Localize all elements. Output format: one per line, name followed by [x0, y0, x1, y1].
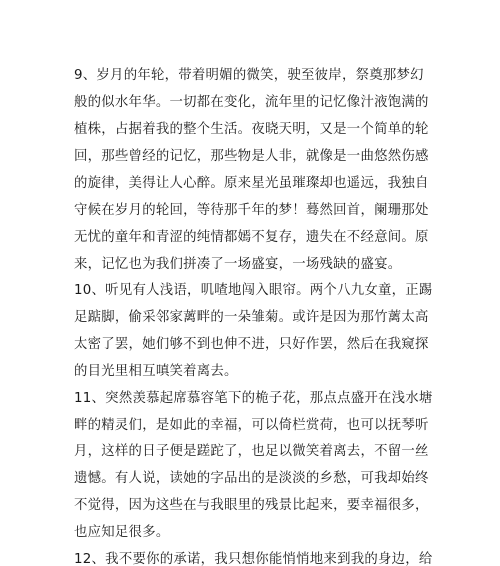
text-line-15: 月，这样的日子便是蹉跎了，也足以微笑着离去，不留一丝 [74, 444, 429, 459]
text-line-1: 9、岁月的年轮，带着明媚的微笑，驶至彼岸，祭奠那梦幻 [74, 68, 424, 83]
text-line-7: 无忧的童年和青涩的纯情都嫣不复存，遗失在不经意间。原 [74, 230, 429, 245]
text-line-8: 来，记忆也为我们拼凑了一场盛宴，一场残缺的盛宴。 [74, 257, 402, 272]
text-line-5: 的旋律，美得让人心醉。原来星光虽璀璨却也遥远，我独自 [74, 176, 429, 191]
text-line-10: 足踮脚，偷采邻家蓠畔的一朵雏菊。或许是因为那竹蓠太高 [74, 310, 429, 325]
text-line-12: 的目光里相互嗔笑着离去。 [74, 364, 238, 379]
text-line-14: 畔的精灵们，是如此的幸福，可以倚栏赏荷，也可以抚琴听 [74, 418, 429, 433]
text-line-9: 10、听见有人浅语，叽喳地闯入眼帘。两个八九女童，正踢 [74, 283, 433, 298]
text-line-16: 遗憾。有人说，读她的字品出的是淡淡的乡愁，可我却始终 [74, 471, 429, 486]
text-line-4: 回，那些曾经的记忆，那些物是人非，就像是一曲悠然伤感 [74, 149, 429, 164]
text-line-3: 植株，占据着我的整个生活。夜晓天明，又是一个简单的轮 [74, 122, 429, 137]
text-line-19: 12、我不要你的承诺，我只想你能悄悄地来到我的身边，给 [74, 552, 433, 566]
text-line-6: 守候在岁月的轮回，等待那千年的梦！蓦然回首，阑珊那处 [74, 203, 429, 218]
text-line-13: 11、突然羡慕起席慕容笔下的桅子花，那点点盛开在浅水塘 [74, 391, 433, 406]
text-line-2: 般的似水年华。一切都在变化，流年里的记忆像汁液饱满的 [74, 95, 429, 110]
text-line-18: 也应知足很多。 [74, 525, 170, 540]
text-line-17: 不觉得，因为这些在与我眼里的残景比起来，要幸福很多， [74, 498, 429, 513]
text-line-11: 太密了罢，她们够不到也伸不进，只好作罢，然后在我窥探 [74, 337, 429, 352]
